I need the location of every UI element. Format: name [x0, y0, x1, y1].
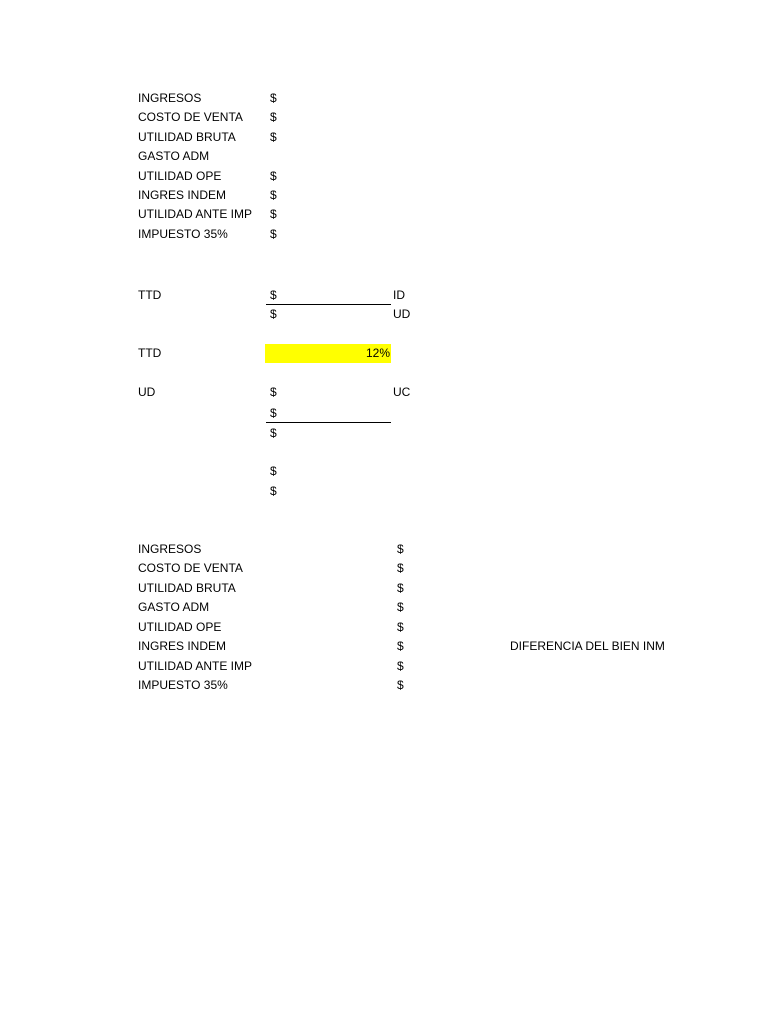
currency-symbol: $: [270, 307, 277, 321]
row-label: COSTO DE VENTA: [138, 110, 243, 124]
underline-border: [266, 404, 391, 423]
row-label: UTILIDAD ANTE IMP: [138, 207, 253, 221]
row-label: IMPUESTO 35%: [138, 678, 228, 692]
currency-symbol: $: [270, 484, 277, 498]
currency-symbol: $: [270, 169, 277, 183]
highlighted-percent-cell: 12%: [265, 344, 391, 363]
row-label: GASTO ADM: [138, 600, 210, 614]
ttd-label: TTD: [138, 346, 162, 360]
currency-symbol: $: [397, 678, 404, 692]
currency-symbol: $: [397, 600, 404, 614]
row-label: INGRESOS: [138, 542, 202, 556]
ud-label: UD: [138, 385, 156, 399]
row-label: INGRES INDEM: [138, 639, 227, 653]
row-label: UTILIDAD BRUTA: [138, 581, 236, 595]
currency-symbol: $: [270, 464, 277, 478]
currency-symbol: $: [270, 406, 277, 420]
currency-symbol: $: [270, 130, 277, 144]
currency-symbol: $: [270, 426, 277, 440]
currency-symbol: $: [270, 385, 277, 399]
row-label: INGRESOS: [138, 91, 202, 105]
underline-border: [266, 286, 391, 305]
currency-symbol: $: [397, 561, 404, 575]
ttd-label: TTD: [138, 288, 162, 302]
note-cell: ID: [393, 288, 405, 302]
currency-symbol: $: [397, 639, 404, 653]
note-cell: DIFERENCIA DEL BIEN INM: [510, 639, 665, 653]
currency-symbol: $: [270, 227, 277, 241]
row-label: UTILIDAD OPE: [138, 620, 222, 634]
currency-symbol: $: [397, 542, 404, 556]
currency-symbol: $: [270, 91, 277, 105]
row-label: UTILIDAD BRUTA: [138, 130, 236, 144]
row-label: GASTO ADM: [138, 149, 210, 163]
row-label: IMPUESTO 35%: [138, 227, 228, 241]
note-cell: UD: [393, 307, 411, 321]
currency-symbol: $: [270, 110, 277, 124]
row-label: COSTO DE VENTA: [138, 561, 243, 575]
currency-symbol: $: [270, 288, 277, 302]
row-label: UTILIDAD OPE: [138, 169, 222, 183]
currency-symbol: $: [397, 620, 404, 634]
row-label: INGRES INDEM: [138, 188, 227, 202]
row-label: UTILIDAD ANTE IMP: [138, 659, 253, 673]
currency-symbol: $: [397, 581, 404, 595]
currency-symbol: $: [270, 188, 277, 202]
note-cell: UC: [393, 385, 411, 399]
currency-symbol: $: [397, 659, 404, 673]
currency-symbol: $: [270, 207, 277, 221]
